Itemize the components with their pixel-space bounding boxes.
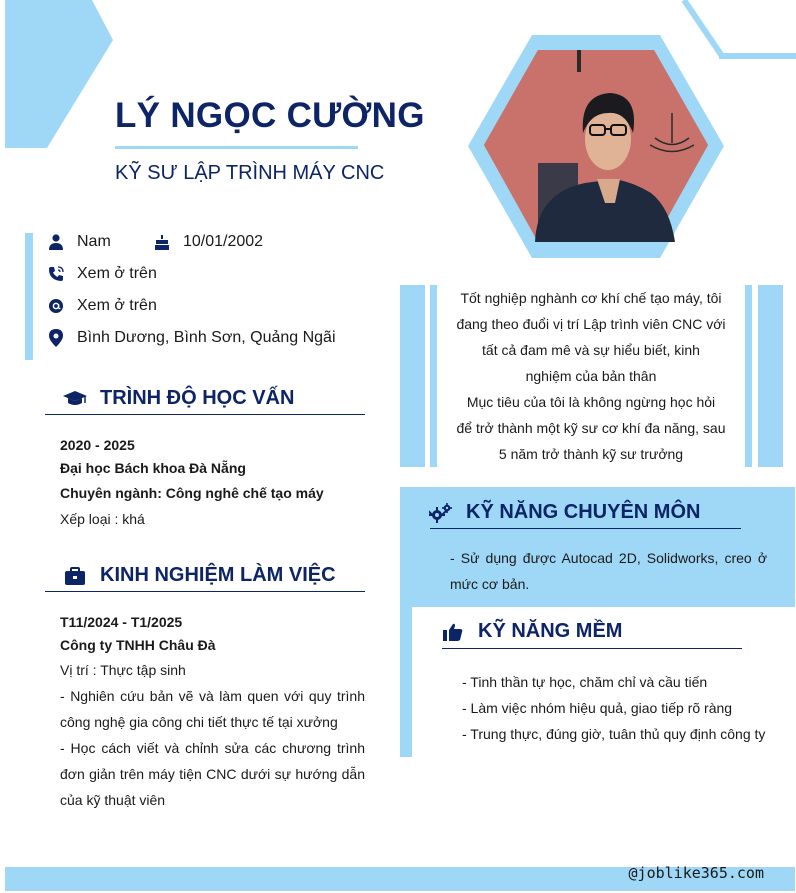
professional-skills-heading (428, 501, 700, 524)
thumbs-up-icon (440, 621, 466, 643)
job-title: KỸ SƯ LẬP TRÌNH MÁY CNC (115, 162, 385, 184)
soft-skill-item: - Trung thực, đúng giờ, tuân thủ quy định công ty (462, 726, 766, 742)
phone-icon (47, 265, 65, 283)
education-period: 2020 - 2025 (60, 437, 135, 453)
briefcase-icon (62, 565, 88, 587)
experience-task: - Nghiên cứu bản vẽ và làm quen với quy trình công nghệ gia công chi tiết thực tế tại xưởng (60, 688, 365, 730)
profile-photo (465, 33, 727, 261)
contact-birthday (153, 233, 263, 251)
professional-skills-heading-text: KỸ NĂNG CHUYÊN MÔN (466, 501, 701, 523)
education-divider (45, 414, 365, 415)
summary-left-thin-bar (430, 285, 437, 467)
professional-skills-divider (430, 528, 741, 529)
summary-right-thin-bar (745, 285, 752, 467)
address-value: Bình Dương, Bình Sơn, Quảng Ngãi (77, 329, 336, 346)
contact-phone (47, 265, 157, 283)
experience-task: - Học cách viết và chỉnh sửa các chương trình đơn giản trên máy tiện CNC dưới sự hướng dẫn của kỹ thuật viên (60, 740, 365, 808)
soft-skills-side-bar (400, 600, 412, 757)
career-summary (440, 285, 742, 467)
summary-line: để trở thành một kỹ sư cơ khí đa năng, sau (456, 420, 726, 436)
experience-period: T11/2024 - T1/2025 (60, 614, 183, 630)
experience-heading-text: KINH NGHIỆM LÀM VIỆC (100, 564, 336, 586)
name-underline (115, 146, 358, 149)
summary-line: Mục tiêu của tôi là không ngừng học hỏi (466, 394, 716, 410)
graduation-cap-icon (62, 388, 88, 410)
education-school: Đại học Bách khoa Đà Nẵng (60, 460, 246, 476)
summary-right-bar (758, 285, 783, 467)
experience-heading (62, 564, 336, 587)
experience-position: Vị trí : Thực tập sinh (60, 662, 186, 678)
location-pin-icon (47, 329, 65, 347)
contact-accent-bar (25, 233, 33, 360)
footer-watermark: @joblike365.com (628, 864, 764, 882)
gears-icon (428, 502, 454, 524)
soft-skills-heading (440, 620, 622, 643)
experience-divider (45, 591, 365, 592)
contact-gender (47, 233, 111, 251)
summary-line: 5 năm trở thành kỹ sư trưởng (498, 446, 684, 462)
summary-line: tất cả đam mê và sự hiểu biết, kinh (482, 342, 700, 358)
birthday-value: 10/01/2002 (183, 233, 264, 250)
professional-skills-text: - Sử dụng được Autocad 2D, Solidworks, creo ở mức cơ bản. (450, 550, 767, 592)
soft-skills-heading-text: KỸ NĂNG MỀM (478, 620, 623, 642)
summary-line: Tốt nghiệp nghành cơ khí chế tạo máy, tôi (460, 290, 722, 306)
at-icon (47, 297, 65, 315)
education-rank: Xếp loại : khá (60, 511, 145, 527)
soft-skills-divider (442, 648, 742, 649)
education-heading-text: TRÌNH ĐỘ HỌC VẤN (100, 387, 295, 409)
experience-company: Công ty TNHH Châu Đà (60, 637, 216, 653)
summary-line: đang theo đuổi vị trí Lập trình viên CNC với (456, 316, 726, 332)
phone-value[interactable]: Xem ở trên (77, 265, 157, 282)
soft-skill-item: - Tinh thần tự học, chăm chỉ và cầu tiến (462, 674, 708, 690)
user-icon (47, 233, 65, 251)
email-value[interactable]: Xem ở trên (77, 297, 157, 314)
education-major: Chuyên ngành: Công nghê chế tạo máy (60, 485, 324, 501)
gender-value: Nam (77, 233, 111, 250)
summary-line: nghiệm của bản thân (525, 368, 657, 384)
contact-address (47, 329, 336, 347)
candidate-name: LÝ NGỌC CƯỜNG (115, 96, 425, 135)
cake-icon (153, 233, 171, 251)
soft-skill-item: - Làm việc nhóm hiệu quả, giao tiếp rõ ràng (462, 700, 733, 716)
education-heading (62, 387, 294, 410)
contact-email (47, 297, 157, 315)
summary-left-bar (400, 285, 425, 467)
top-left-decoration (0, 0, 120, 150)
